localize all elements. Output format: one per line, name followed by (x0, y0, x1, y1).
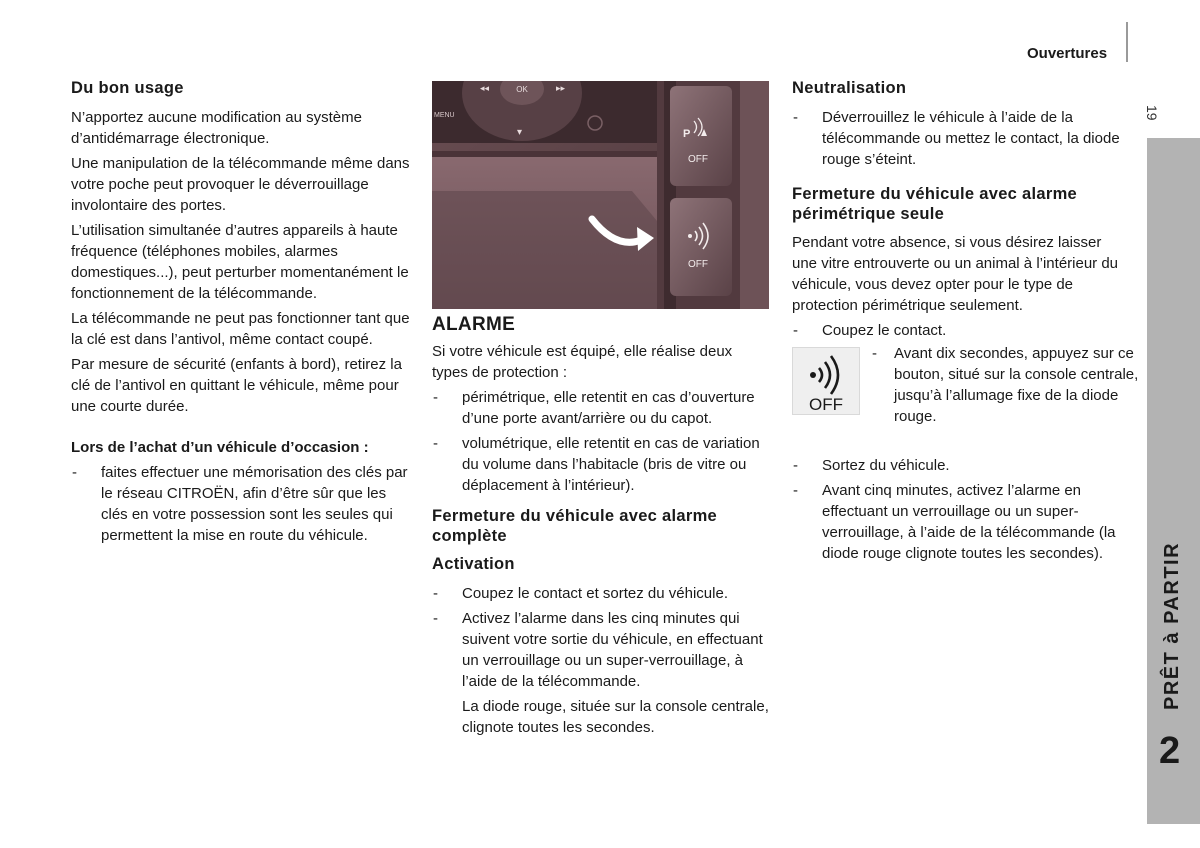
list-item: - périmétrique, elle retentit en cas d’ouverture d’une porte avant/arrière ou du capot. (432, 387, 772, 429)
park-off-label: OFF (688, 154, 708, 165)
alarm-intro: Si votre véhicule est équipé, elle réalise deux types de protection : (432, 343, 733, 381)
list-item: - Coupez le contact. (792, 320, 1122, 341)
paragraph: N’apportez aucune modification au système d’antidémarrage électronique. (71, 109, 362, 147)
chapter-title: PRÊT à PARTIR (1161, 541, 1183, 710)
paragraph: Par mesure de sécurité (enfants à bord), retirez la clé de l’antivol en quittant le véhicule, même pour une courte durée. (71, 356, 402, 415)
off-step-text: Avant dix secondes, appuyez sur ce bouton, situé sur la console centrale, jusqu’à l’allumage fixe de la diode rouge. (894, 345, 1139, 425)
chapter-number: 2 (1159, 730, 1181, 772)
section-title: Ouvertures (1027, 45, 1108, 62)
nav-ok-label: OK (516, 85, 528, 94)
svg-text:▾: ▾ (517, 127, 523, 138)
final-steps (792, 455, 1122, 564)
console-photo (432, 81, 769, 309)
middle-column (432, 314, 772, 742)
heading-activation: Activation (432, 555, 515, 573)
list-item: - Sortez du véhicule. (792, 455, 1122, 476)
paragraph: L’utilisation simultanée d’autres appareils à haute fréquence (téléphones mobiles, alarmes domestiques...), peut perturber momentanément le fonctionnement de la télécommande. (71, 222, 409, 302)
header-divider (1126, 22, 1128, 62)
paragraph: La télécommande ne peut pas fonctionner tant que la clé est dans l’antivol, même contact coupé. (71, 310, 410, 348)
heading-alarme-perimetrique: Fermeture du véhicule avec alarme périmétrique seule (792, 185, 1078, 223)
svg-text:▸▸: ▸▸ (556, 83, 566, 93)
paragraph: Une manipulation de la télécommande même dans votre poche peut provoquer le déverrouillage involontaire des portes. (71, 155, 410, 214)
protection-types-list (432, 387, 772, 496)
list-item: - Activez l’alarme dans les cinq minutes qui suivent votre sortie du véhicule, en effectuant un verrouillage ou un super-verrouillage, à l’aide de la télécommande. (432, 608, 772, 692)
alarm-off-button-illustration (792, 347, 860, 415)
page-number: 19 (1144, 105, 1160, 121)
chapter-sidebar (1147, 138, 1200, 824)
list-item: - Coupez le contact et sortez du véhicule. (432, 583, 772, 604)
svg-text:◂◂: ◂◂ (480, 83, 490, 93)
heading-neutralisation: Neutralisation (792, 79, 907, 97)
right-column (792, 78, 1139, 568)
list-item: - volumétrique, elle retentit en cas de variation du volume dans l’habitacle (bris de vitre ou déplacement à l’intérieur). (432, 433, 772, 496)
console-photo-illustration (432, 81, 769, 309)
dash-marker: - (872, 345, 877, 362)
occasion-list (71, 462, 411, 546)
alarm-wave-icon (793, 348, 859, 414)
activation-list (432, 583, 772, 692)
off-step-text-wrap (870, 343, 1144, 427)
perimeter-steps (792, 320, 1122, 341)
off-icon-label: OFF (809, 395, 843, 414)
park-letter: P (683, 128, 691, 140)
menu-label: MENU (434, 112, 455, 119)
heading-du-bon-usage: Du bon usage (71, 79, 184, 97)
heading-alarme: ALARME (432, 314, 516, 335)
list-item: - faites effectuer une mémorisation des clés par le réseau CITROËN, afin d’être sûr que les clés en votre possession sont les seules qui permettent la mise en route du véhicule. (71, 462, 411, 546)
subheading-occasion: Lors de l’achat d’un véhicule d’occasion : (71, 439, 369, 456)
off-button-step (792, 345, 1139, 455)
activation-note: La diode rouge, située sur la console centrale, clignote toutes les secondes. (462, 698, 769, 736)
perimeter-intro: Pendant votre absence, si vous désirez laisser une vitre entrouverte ou un animal à l’intérieur du véhicule, vous devez opter pour le type de protection périmétrique seulement. (792, 234, 1119, 314)
alarm-off-label: OFF (688, 259, 708, 270)
list-item: - Avant cinq minutes, activez l’alarme en effectuant un verrouillage ou un super-verrouillage, à l’aide de la télécommande (la diode rouge clignote toutes les secondes). (792, 480, 1122, 564)
heading-alarme-complete: Fermeture du véhicule avec alarme complète (432, 507, 718, 545)
neutralisation-list (792, 107, 1122, 170)
left-column (71, 78, 411, 550)
list-item: - Déverrouillez le véhicule à l’aide de la télécommande ou mettez le contact, la diode rouge s’éteint. (792, 107, 1122, 170)
